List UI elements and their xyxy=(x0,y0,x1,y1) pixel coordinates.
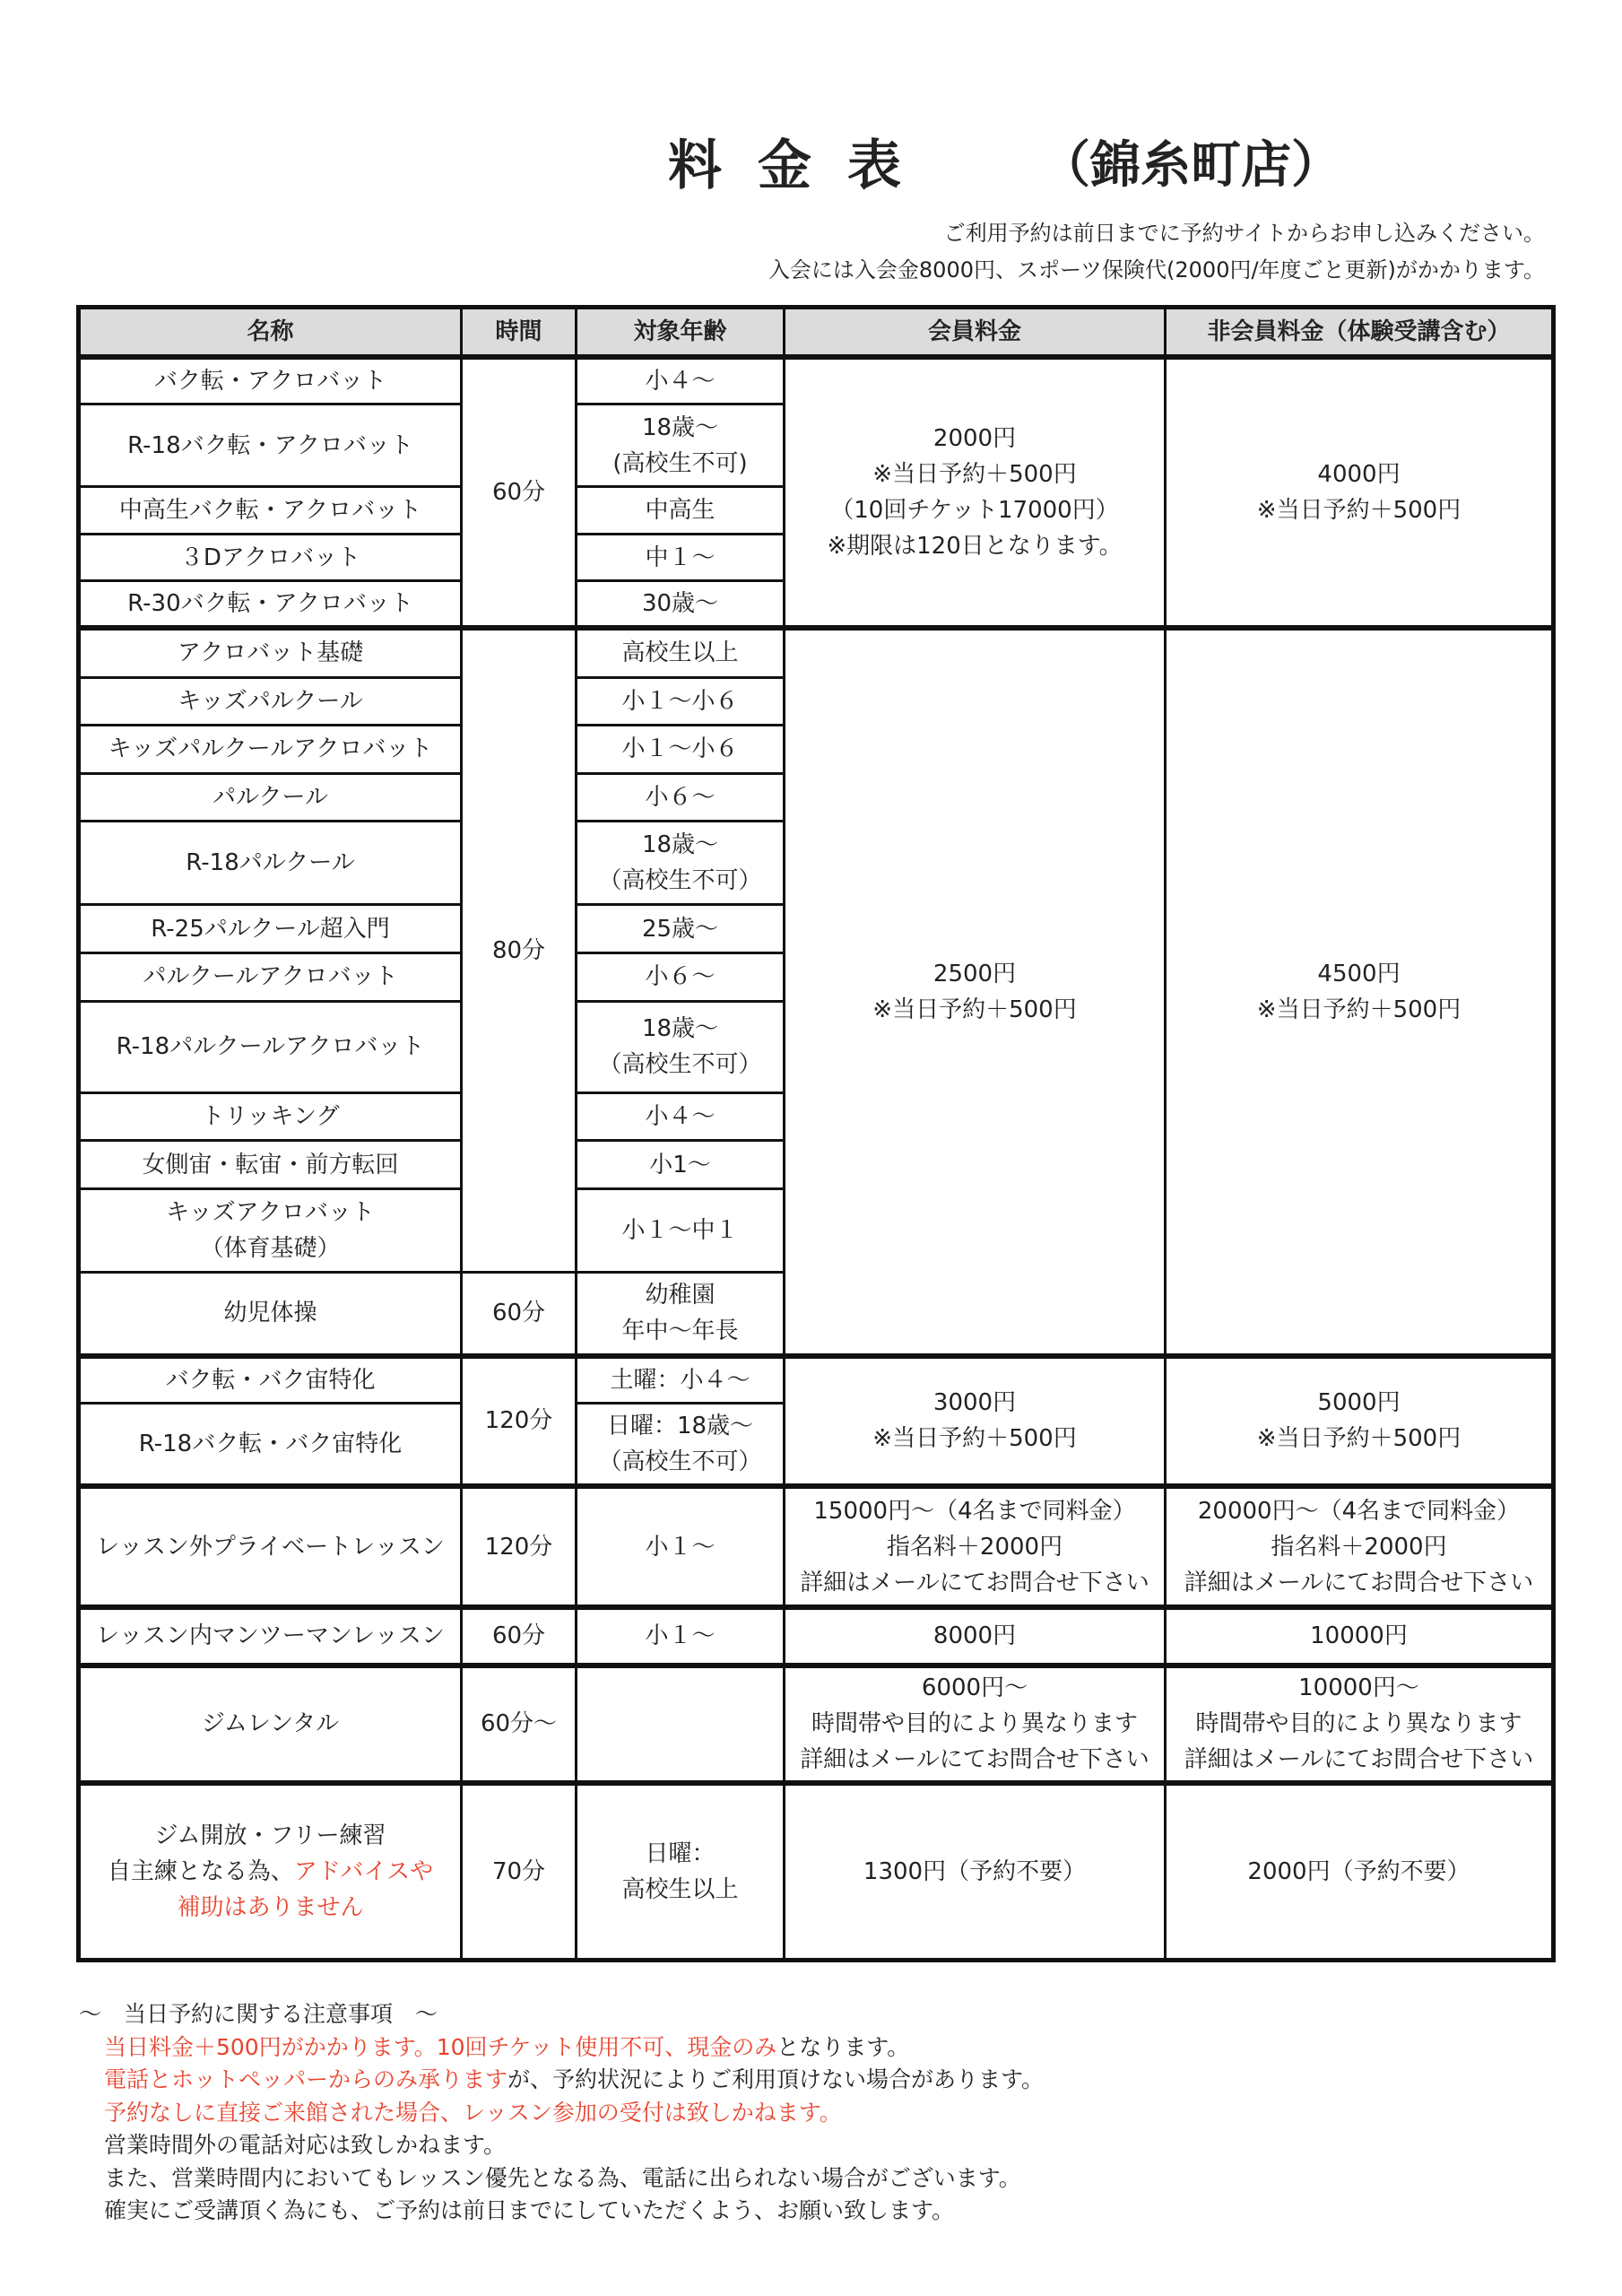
class-time: 60分 xyxy=(462,357,577,628)
table-row xyxy=(79,1607,1554,1665)
class-age: 小１〜小６ xyxy=(577,726,785,774)
class-age: 小1〜 xyxy=(577,1141,785,1189)
class-age: 土曜：小４〜 xyxy=(577,1356,785,1404)
class-age: 日曜：18歳〜 （高校生不可） xyxy=(577,1403,785,1486)
class-time: 60分 xyxy=(462,1273,577,1356)
nonmember-fee: 10000円〜 時間帯や目的により異なります 詳細はメールにてお問合せ下さい xyxy=(1166,1665,1554,1784)
class-name: キッズパルクールアクロバット xyxy=(79,726,462,774)
class-name: パルクール xyxy=(79,773,462,822)
free-name-line2a: 自主練となる為、 xyxy=(107,1858,294,1886)
class-name: R-25パルクール超入門 xyxy=(79,905,462,953)
class-age: 小６〜 xyxy=(577,773,785,822)
table-row xyxy=(79,1356,1554,1404)
note-line-4: 営業時間外の電話対応は致しかねます。 xyxy=(104,2132,507,2158)
nonmember-fee: 2000円（予約不要） xyxy=(1166,1783,1554,1960)
note-reservation: ご利用予約は前日までに予約サイトからお申し込みください。 xyxy=(943,221,1545,246)
class-name: R-18パルクールアクロバット xyxy=(79,1001,462,1092)
note-line-1 xyxy=(79,2031,1044,2065)
class-age xyxy=(577,1665,785,1784)
class-name: バク転・アクロバット xyxy=(79,357,462,404)
class-time: 60分〜 xyxy=(462,1665,577,1784)
class-name: キッズパルクール xyxy=(79,677,462,726)
header-member-fee: 会員料金 xyxy=(785,308,1166,358)
note-line-1-rest: となります。 xyxy=(776,2033,910,2060)
top-notes xyxy=(768,215,1545,289)
class-age: 中１〜 xyxy=(577,534,785,581)
class-name: トリッキング xyxy=(79,1092,462,1141)
header-nonmember-fee: 非会員料金（体験受講含む） xyxy=(1166,308,1554,358)
class-time: 80分 xyxy=(462,628,577,1272)
class-age: 18歳〜 (高校生不可) xyxy=(577,404,785,487)
bottom-notes xyxy=(79,1998,1044,2228)
free-name-line1: ジム開放・フリー練習 xyxy=(154,1822,386,1850)
header-time: 時間 xyxy=(462,308,577,358)
title-store: （錦糸町店） xyxy=(1040,136,1341,195)
note-line-2 xyxy=(79,2064,1044,2097)
class-name: R-18パルクール xyxy=(79,822,462,905)
note-line-5: また、営業時間内においてもレッスン優先となる為、電話に出られない場合がございます。 xyxy=(104,2164,1021,2191)
class-age: 幼稚園 年中〜年長 xyxy=(577,1273,785,1356)
nonmember-fee: 4000円 ※当日予約＋500円 xyxy=(1166,357,1554,628)
class-time: 70分 xyxy=(462,1783,577,1960)
note-line-1-red: 当日料金＋500円がかかります。10回チケット使用不可、現金のみ xyxy=(104,2033,777,2060)
note-admission: 入会には入会金8000円、スポーツ保険代(2000円/年度ごと更新)がかかります。 xyxy=(768,257,1545,283)
class-age: 小６〜 xyxy=(577,953,785,1002)
member-fee: 2000円 ※当日予約＋500円 （10回チケット17000円） ※期限は120日となります。 xyxy=(785,357,1166,628)
class-age: 18歳〜 （高校生不可） xyxy=(577,822,785,905)
notes-heading: 〜 当日予約に関する注意事項 〜 xyxy=(79,2001,438,2027)
class-name: ３Dアクロバット xyxy=(79,534,462,581)
class-age: 小１〜小６ xyxy=(577,677,785,726)
class-age: 日曜： 高校生以上 xyxy=(577,1783,785,1960)
class-name: R-18バク転・アクロバット xyxy=(79,404,462,487)
class-name: バク転・バク宙特化 xyxy=(79,1356,462,1404)
class-name: R-30バク転・アクロバット xyxy=(79,581,462,629)
note-line-3: 予約なしに直接ご来館された場合、レッスン参加の受付は致しかねます。 xyxy=(104,2099,842,2126)
title-main: 料金表 xyxy=(668,135,937,197)
table-row xyxy=(79,357,1554,404)
note-line-2-red: 電話とホットペッパーからのみ承ります xyxy=(104,2066,508,2092)
page-title xyxy=(0,126,1622,206)
free-name-line3: 補助はありません xyxy=(177,1894,364,1922)
class-age: 高校生以上 xyxy=(577,628,785,677)
member-fee: 8000円 xyxy=(785,1607,1166,1665)
note-line-2-rest: が、予約状況によりご利用頂けない場合があります。 xyxy=(507,2066,1045,2092)
class-age: 小１〜中１ xyxy=(577,1189,785,1273)
member-fee: 2500円 ※当日予約＋500円 xyxy=(785,628,1166,1355)
class-age: 中高生 xyxy=(577,487,785,535)
class-age: 小４〜 xyxy=(577,357,785,404)
class-age: 小１〜 xyxy=(577,1486,785,1607)
member-fee: 15000円〜（4名まで同料金） 指名料＋2000円 詳細はメールにてお問合せ下さい xyxy=(785,1486,1166,1607)
nonmember-fee: 10000円 xyxy=(1166,1607,1554,1665)
class-time: 60分 xyxy=(462,1607,577,1665)
class-age: 30歳〜 xyxy=(577,581,785,629)
table-header-row xyxy=(79,308,1554,358)
class-name: R-18バク転・バク宙特化 xyxy=(79,1403,462,1486)
class-name: レッスン内マンツーマンレッスン xyxy=(79,1607,462,1665)
table-row xyxy=(79,1783,1554,1960)
class-age: 25歳〜 xyxy=(577,905,785,953)
nonmember-fee: 5000円 ※当日予約＋500円 xyxy=(1166,1356,1554,1487)
note-line-6: 確実にご受講頂く為にも、ご予約は前日までにしていただくよう、お願い致します。 xyxy=(104,2197,955,2223)
price-table xyxy=(76,305,1556,1962)
class-age: 小４〜 xyxy=(577,1092,785,1141)
class-name: アクロバット基礎 xyxy=(79,628,462,677)
class-time: 120分 xyxy=(462,1486,577,1607)
free-name-line2 xyxy=(81,1854,460,1890)
class-name: レッスン外プライベートレッスン xyxy=(79,1486,462,1607)
nonmember-fee: 20000円〜（4名まで同料金） 指名料＋2000円 詳細はメールにてお問合せ下さい xyxy=(1166,1486,1554,1607)
class-name: ジムレンタル xyxy=(79,1665,462,1784)
member-fee: 6000円〜 時間帯や目的により異なります 詳細はメールにてお問合せ下さい xyxy=(785,1665,1166,1784)
nonmember-fee: 4500円 ※当日予約＋500円 xyxy=(1166,628,1554,1355)
class-age: 小１〜 xyxy=(577,1607,785,1665)
table-row xyxy=(79,1665,1554,1784)
class-name xyxy=(79,1783,462,1960)
table-row xyxy=(79,628,1554,677)
header-age: 対象年齢 xyxy=(577,308,785,358)
class-name: パルクールアクロバット xyxy=(79,953,462,1002)
table-row xyxy=(79,1486,1554,1607)
member-fee: 3000円 ※当日予約＋500円 xyxy=(785,1356,1166,1487)
header-name: 名称 xyxy=(79,308,462,358)
member-fee: 1300円（予約不要） xyxy=(785,1783,1166,1960)
free-name-line2b: アドバイスや xyxy=(293,1858,434,1886)
class-name: キッズアクロバット （体育基礎） xyxy=(79,1189,462,1273)
class-name: 女側宙・転宙・前方転回 xyxy=(79,1141,462,1189)
class-name: 幼児体操 xyxy=(79,1273,462,1356)
class-age: 18歳〜 （高校生不可） xyxy=(577,1001,785,1092)
class-name: 中高生バク転・アクロバット xyxy=(79,487,462,535)
class-time: 120分 xyxy=(462,1356,577,1487)
